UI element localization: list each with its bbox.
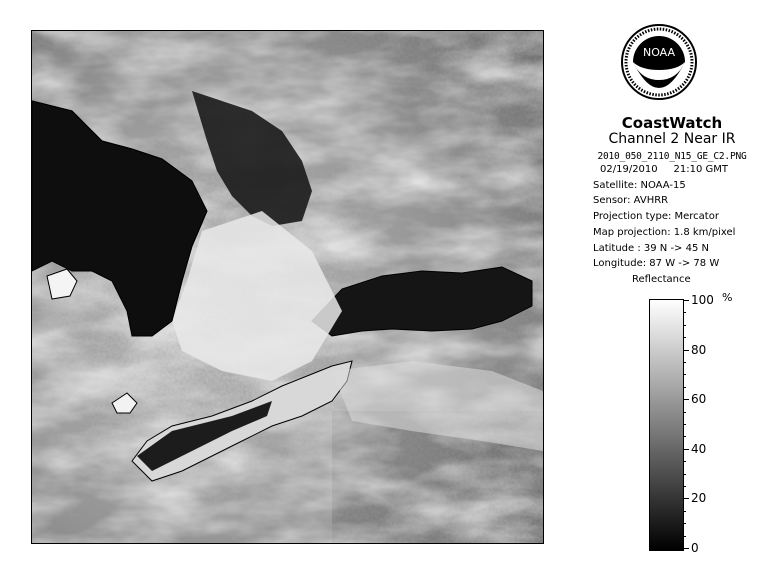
map-projection-row: Map projection: 1.8 km/pixel [593, 226, 736, 238]
channel-subtitle: Channel 2 Near IR [608, 131, 736, 147]
colorbar-tick-label: 0 [691, 541, 699, 555]
latitude-row: Latitude : 39 N -> 45 N [593, 242, 709, 254]
date-time-row [593, 162, 735, 178]
longitude-row: Longitude: 87 W -> 78 W [593, 258, 720, 270]
colorbar-minor-tick [683, 523, 686, 524]
header-panel [572, 115, 772, 164]
colorbar-minor-tick [683, 362, 686, 363]
colorbar-tick [683, 399, 689, 400]
noaa-logo [621, 18, 697, 106]
colorbar-tick [683, 548, 689, 549]
colorbar-tick [683, 449, 689, 450]
colorbar-tick-label: 60 [691, 392, 707, 406]
colorbar-tick [683, 350, 689, 351]
colorbar-minor-tick [683, 312, 686, 313]
logo-center-text: NOAA [642, 46, 676, 59]
satellite-image-frame[interactable] [31, 30, 544, 544]
satellite-row: Satellite: NOAA-15 [593, 179, 686, 191]
acquisition-date: 02/19/2010 [600, 164, 658, 175]
colorbar-minor-tick [683, 337, 686, 338]
colorbar-minor-tick [683, 412, 686, 413]
colorbar-tick-label: 100 [691, 293, 714, 307]
sensor-row: Sensor: AVHRR [593, 195, 669, 207]
colorbar-minor-tick [683, 387, 686, 388]
colorbar-minor-tick [683, 374, 686, 375]
satellite-image [32, 31, 543, 543]
colorbar-minor-tick [683, 511, 686, 512]
colorbar-minor-tick [683, 536, 686, 537]
colorbar-minor-tick [683, 436, 686, 437]
colorbar-tick-label: 40 [691, 442, 707, 456]
projection-type-row: Projection type: Mercator [593, 211, 719, 223]
acquisition-time: 21:10 GMT [673, 164, 729, 175]
colorbar-tick [683, 498, 689, 499]
product-title: CoastWatch [621, 114, 723, 132]
colorbar-minor-tick [683, 474, 686, 475]
colorbar-tick-label: 80 [691, 343, 707, 357]
image-filename: 2010_050_2110_N15_GE_C2.PNG [597, 151, 747, 162]
colorbar-tick-label: 20 [691, 491, 707, 505]
colorbar-minor-tick [683, 325, 686, 326]
colorbar-minor-tick [683, 461, 686, 462]
reflectance-colorbar [649, 299, 684, 551]
metadata-block [593, 162, 735, 272]
colorbar-tick [683, 300, 689, 301]
colorbar-minor-tick [683, 424, 686, 425]
colorbar-unit: % [722, 291, 733, 304]
colorbar-minor-tick [683, 486, 686, 487]
colorbar-label: Reflectance [632, 274, 691, 285]
